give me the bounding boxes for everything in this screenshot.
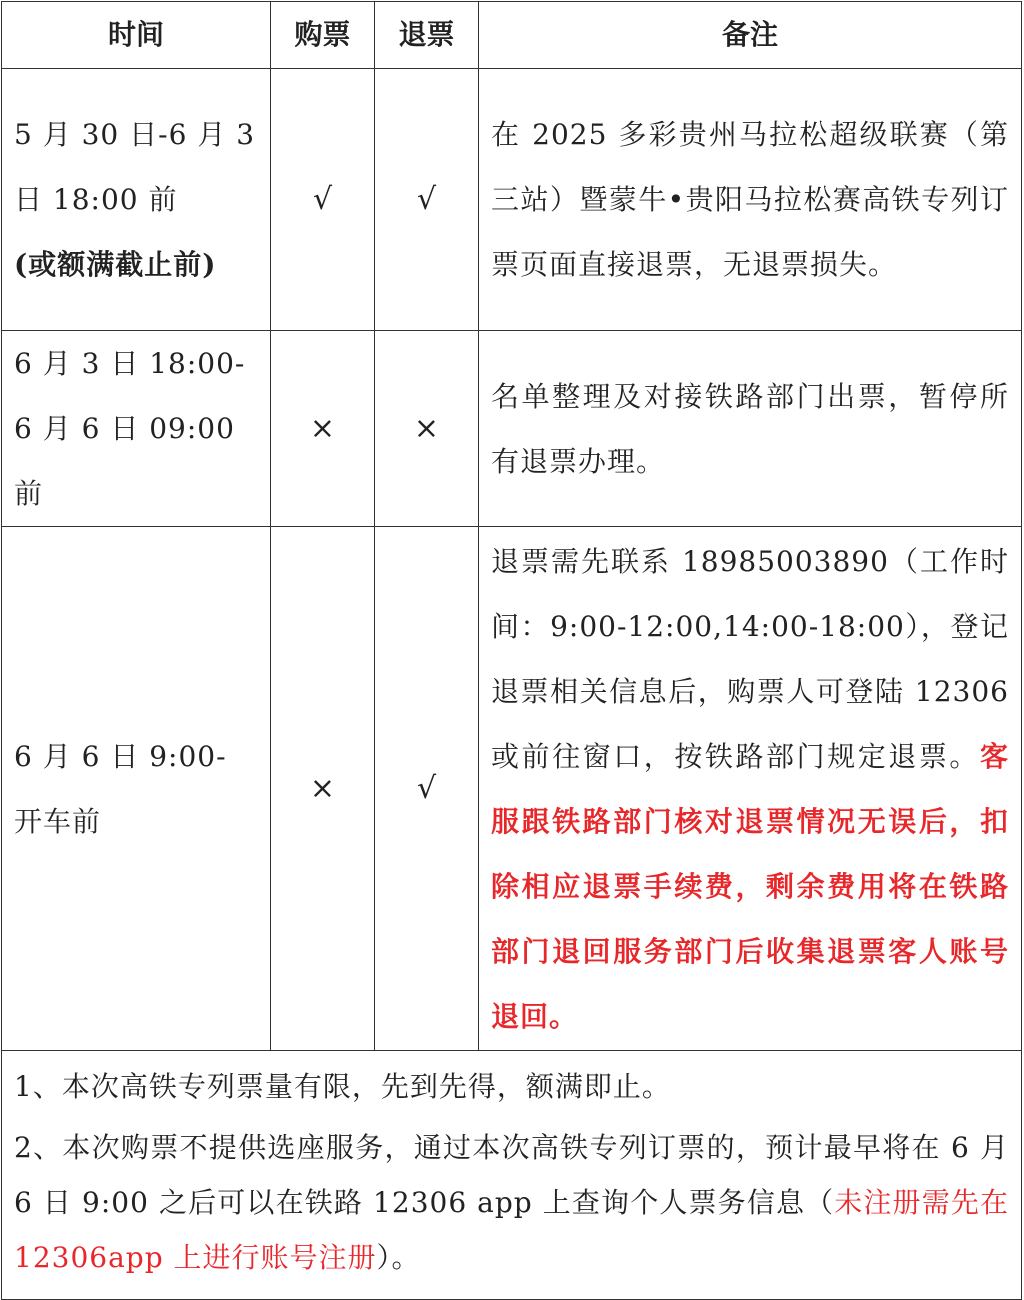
row3-refund-mark: √ [375, 527, 479, 1051]
footer-notes [2, 1051, 1022, 1300]
header-refund: 退票 [375, 2, 479, 69]
header-buy: 购票 [271, 2, 375, 69]
row3-note [479, 527, 1022, 1051]
row2-time-line2: 6 月 6 日 09:00 前 [14, 412, 235, 510]
footer-row [2, 1051, 1022, 1300]
row1-time-line3: (或额满截止前) [14, 248, 217, 281]
row1-time-line1: 5 月 30 日-6 月 3 [14, 118, 256, 151]
footer-item-2-end: ）。 [376, 1241, 421, 1274]
footer-item-2-text: 2、本次购票不提供选座服务，通过本次高铁专列订票的，预计最早将在 6 月 6 日 9:00 之后可以在铁路 12306 app 上查询个人票务信息（ [14, 1131, 1009, 1219]
row3-note-highlight: 客服跟铁路部门核对退票情况无误后，扣除相应退票手续费，剩余费用将在铁路部门退回服务部门后收集退票客人账号退回。 [491, 739, 1009, 1033]
refund-policy-table [1, 1, 1022, 1300]
footer-item-1: 1、本次高铁专列票量有限，先到先得，额满即止。 [14, 1070, 671, 1103]
row2-note: 名单整理及对接铁路部门出票，暂停所有退票办理。 [479, 331, 1022, 527]
row2-buy-mark: × [271, 331, 375, 527]
table-row [2, 69, 1022, 331]
row2-refund-mark: × [375, 331, 479, 527]
header-note: 备注 [479, 2, 1022, 69]
row1-buy-mark: √ [271, 69, 375, 331]
header-time: 时间 [2, 2, 271, 69]
row1-time-line2: 日 18:00 前 [14, 183, 178, 216]
table-row [2, 527, 1022, 1051]
row2-time [2, 331, 271, 527]
row1-refund-mark: √ [375, 69, 479, 331]
row3-buy-mark: × [271, 527, 375, 1051]
row3-time-line1: 6 月 6 日 9:00- [14, 739, 227, 773]
row3-note-text: 退票需先联系 18985003890（工作时间：9:00-12:00,14:00-18:00），登记退票相关信息后，购票人可登陆 12306 或前往窗口，按铁路部门规定退票。 [491, 544, 1009, 773]
footer-item-2-highlight: 未注册需先在 12306app 上进行账号注册 [14, 1186, 1009, 1274]
table-row [2, 331, 1022, 527]
row1-time [2, 69, 271, 331]
table-header-row [2, 2, 1022, 69]
row2-time-line1: 6 月 3 日 18:00- [14, 347, 246, 380]
row3-time-line2: 开车前 [14, 804, 102, 838]
row1-note: 在 2025 多彩贵州马拉松超级联赛（第三站）暨蒙牛•贵阳马拉松赛高铁专列订票页面直接退票，无退票损失。 [479, 69, 1022, 331]
footer-item-2 [14, 1120, 1009, 1285]
row3-time [2, 527, 271, 1051]
